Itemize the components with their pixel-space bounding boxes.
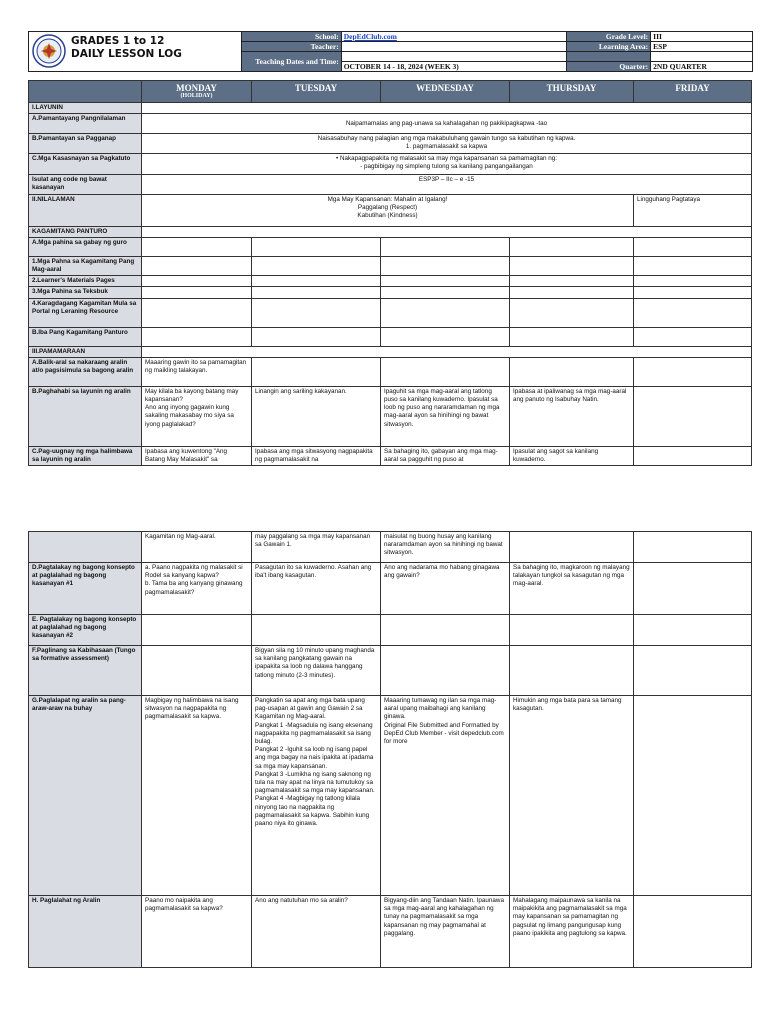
d-thursday: Sa bahaging ito, magkaroon ng malayang talakayan tungkol sa kasagutan ng mga mag-aaral. (510, 563, 634, 615)
deped-seal-icon (32, 34, 66, 68)
pag-uugnay-wednesday: Sa bahaging ito, gabayan ang mga mag-aaral sa pagguhit ng puso at (381, 446, 510, 465)
cont-tuesday: may paggalang sa mga may kapansanan sa Gawain 1. (252, 532, 381, 563)
h-label: H. Paglalahat ng Aralin (29, 896, 142, 968)
school-link[interactable]: DepEdClub.com (343, 31, 397, 41)
h-monday: Paano mo naipakita ang pagmamalasakit sa kapwa? (142, 896, 252, 968)
day-tuesday: TUESDAY (252, 81, 381, 103)
g-wednesday: Maaaring tumawag ng ilan sa mga mag-aaral upang maibahagi ang kanilang ginawa. Original File Submitted and Formatted by DepEd Club Member - visit depedclub.com for more (381, 696, 510, 896)
learners-label: 2.Learner's Materials Pages (29, 276, 142, 287)
school-label: School: (242, 32, 342, 42)
pamamaraan-heading: III.PAMAMARAAN (29, 346, 142, 357)
area-value: ESP (651, 42, 753, 52)
grade-value: III (651, 32, 753, 42)
d-monday: a. Paano nagpakita ng malasakit si Rodel sa kanyang kapwa? b. Tama ba ang kanyang ginawang pagmamalasakit? (142, 563, 252, 615)
paghahabi-tuesday: Linangin ang sariling kakayanan. (252, 386, 381, 446)
balik-label: A.Balik-aral sa nakaraang aralin at/o pagsisimula sa bagong aralin (29, 357, 142, 386)
nilalaman-value: Mga May Kapansanan: Mahalin at Igalang! Paggalang (Respect) Kabutihan (Kindness) (142, 194, 634, 226)
e-label: E. Pagtalakay ng bagong konsepto at paglalahad ng bagong kasanayan #2 (29, 615, 142, 646)
gabay-label: A.Mga pahina sa gabay ng guro (29, 237, 142, 256)
nilalaman-friday: Lingguhang Pagtataya (634, 194, 752, 226)
cont-wednesday: maisulat ng buong husay ang kanilang nararamdaman ayon sa hinihingi ng bawat sitwasyon. (381, 532, 510, 563)
layunin-heading: I.LAYUNIN (29, 103, 142, 114)
pag-uugnay-tuesday: Ipabasa ang mga sitwasyong nagpapakita ng pagmamalasakit na (252, 446, 381, 465)
paghahabi-wednesday: Ipaguhit sa mga mag-aaral ang tatlong puso sa kanilang kuwaderno. Ipasulat sa loob ng puso ang nararamdaman ng mga mag-aaral ayon sa hinihingi ng bawat sitwasyon. (381, 386, 510, 446)
day-friday: FRIDAY (634, 81, 752, 103)
iba-label: B.Iba Pang Kagamitang Panturo (29, 327, 142, 346)
header-info-table (241, 31, 753, 72)
teksbuk-label: 3.Mga Pahina sa Teksbuk (29, 287, 142, 298)
pagganap-label: B.Pamantayan sa Pagganap (29, 134, 142, 153)
h-wednesday: Bigyang-diin ang Tandaan Natin. Ipaunawa sa mga mag-aaral ang kahalagahan ng tunay na pagmamalasakit sa mga kapansanan ng may pagmamahal at paggalang. (381, 896, 510, 968)
day-thursday: THURSDAY (510, 81, 634, 103)
pamantayang-value: Naipamamalas ang pag-unawa sa kahalagahan ng pakikipagkapwa -tao (142, 114, 752, 134)
quarter-label: Quarter: (567, 62, 651, 72)
form-title (71, 35, 239, 61)
paghahabi-thursday: Ipabasa at ipaliwanag sa mga mag-aaral ang panuto ng Isabuhay Natin. (510, 386, 634, 446)
h-thursday: Mahalagang maipaunawa sa kanila na maipakikita ang pagmamalasakit sa mga may kapansanan sa pamamagitan ng pagsulat ng limang pangungusap kung paano ipakikita ang pagtulong sa kapwa. (510, 896, 634, 968)
pahina-label: 1.Mga Pahna sa Kagamitang Pang Mag-aaral (29, 256, 142, 275)
kagamitan-heading: KAGAMITANG PANTURO (29, 226, 142, 237)
pag-uugnay-thursday: Ipasulat ang sagot sa kanilang kuwaderno. (510, 446, 634, 465)
h-tuesday: Ano ang natutuhan mo sa aralin? (252, 896, 381, 968)
holiday-note: (HOLIDAY) (180, 93, 213, 99)
area-label: Learning Area: (567, 42, 651, 52)
lesson-table-page-2 (28, 531, 752, 968)
g-label: G.Paglalapat ng aralin sa pang-araw-araw na buhay (29, 696, 142, 896)
g-tuesday: Pangkatin sa apat ang mga bata upang pag-usapan at gawin ang Gawain 2 sa Kagamitan ng Mag-aaral. Pangkat 1 -Magsadula ng isang eksenang nagpapakita ng pagmamalasakit sa isang bulag. Pangkat 2 -Iguhit sa loob ng isang papel ang mga bagay na nais ipakita at ipadama sa mga may kapansanan. Pangkat 3 -Lumikha ng isang saknong ng tula na may apat na linya na tumutukoy sa pagmamalasakit sa mga may kapansanan. Pangkat 4 -Magbigay ng tatlong kilala ninyong tao na nagpakita ng pagmamalasakit sa kapwa. Sabihin kung paano niya ito ginawa. (252, 696, 381, 896)
f-tuesday: Bigyan sila ng 10 minuto upang maghanda sa kanilang pangkatang gawain na ipapakita sa loob ng dalawa hanggang tatlong minuto (2-3 minutes). (252, 646, 381, 696)
title-line-1: GRADES 1 to 12 (71, 35, 165, 47)
karagdagang-label: 4.Karagdagang Kagamitan Mula sa Portal ng Leraning Resource (29, 298, 142, 327)
teacher-label: Teacher: (242, 42, 342, 52)
kasanayan-label: C.Mga Kasasnayan sa Pagkatuto (29, 153, 142, 174)
d-tuesday: Pasagutan ito sa kuwaderno. Asahan ang iba't ibang kasagutan. (252, 563, 381, 615)
cont-monday: Kagamitan ng Mag-aaral. (142, 532, 252, 563)
lesson-table-page-1 (28, 80, 752, 466)
grade-label: Grade Level: (567, 32, 651, 42)
pamantayang-label: A.Pamantayang Pangnilalaman (29, 114, 142, 134)
balik-monday: Maaaring gawin ito sa pamamagitan ng maikling talakayan. (142, 357, 252, 386)
nilalaman-label: II.NILALAMAN (29, 194, 142, 226)
pag-uugnay-monday: Ipabasa ang kuwentong "Ang Batang May Malasakit" sa (142, 446, 252, 465)
dates-value: OCTOBER 14 - 18, 2024 (WEEK 3) (341, 62, 567, 72)
day-monday: MONDAY (HOLIDAY) (142, 81, 252, 103)
header-box (28, 31, 752, 72)
g-thursday: Himukin ang mga bata para sa tamang kasagutan. (510, 696, 634, 896)
g-monday: Magbigay ng halimbawa na isang sitwasyon na nagpapakita ng pagmamalasakit sa kapwa. (142, 696, 252, 896)
teacher-value (341, 42, 567, 52)
dates-label: Teaching Dates and Time: (242, 52, 342, 72)
day-wednesday: WEDNESDAY (381, 81, 510, 103)
title-line-2: DAILY LESSON LOG (71, 48, 182, 60)
pagganap-value: Naisasabuhay nang palagian ang mga makabuluhang gawain tungo sa kabutihan ng kapwa. 1. pagmamalasakit sa kapwa (142, 134, 752, 153)
d-wednesday: Ano ang nadarama mo habang ginagawa ang gawain? (381, 563, 510, 615)
paghahabi-label: B.Paghahabi sa layunin ng aralin (29, 386, 142, 446)
paghahabi-monday: May kilala ba kayong batang may kapansanan? Ano ang inyong gagawin kung sakaling makasabay mo siya sa iyong paglalakad? (142, 386, 252, 446)
f-label: F.Paglinang sa Kabihasaan (Tungo sa formative assessment) (29, 646, 142, 696)
pag-uugnay-label: C.Pag-uugnay ng mga halimbawa sa layunin ng aralin (29, 446, 142, 465)
kasanayan-value: • Nakapagpapakita ng malasakit sa may mga kapansanan sa pamamagitan ng: - pagbibigay ng simpleng tulong sa kanilang pangangailangan (142, 153, 752, 174)
d-label: D.Pagtalakay ng bagong konsepto at paglalahad ng bagong kasanayan #1 (29, 563, 142, 615)
quarter-value: 2ND QUARTER (651, 62, 753, 72)
code-label: Isulat ang code ng bawat kasanayan (29, 174, 142, 194)
code-value: ESP3P – IIc – e -15 (142, 174, 752, 194)
